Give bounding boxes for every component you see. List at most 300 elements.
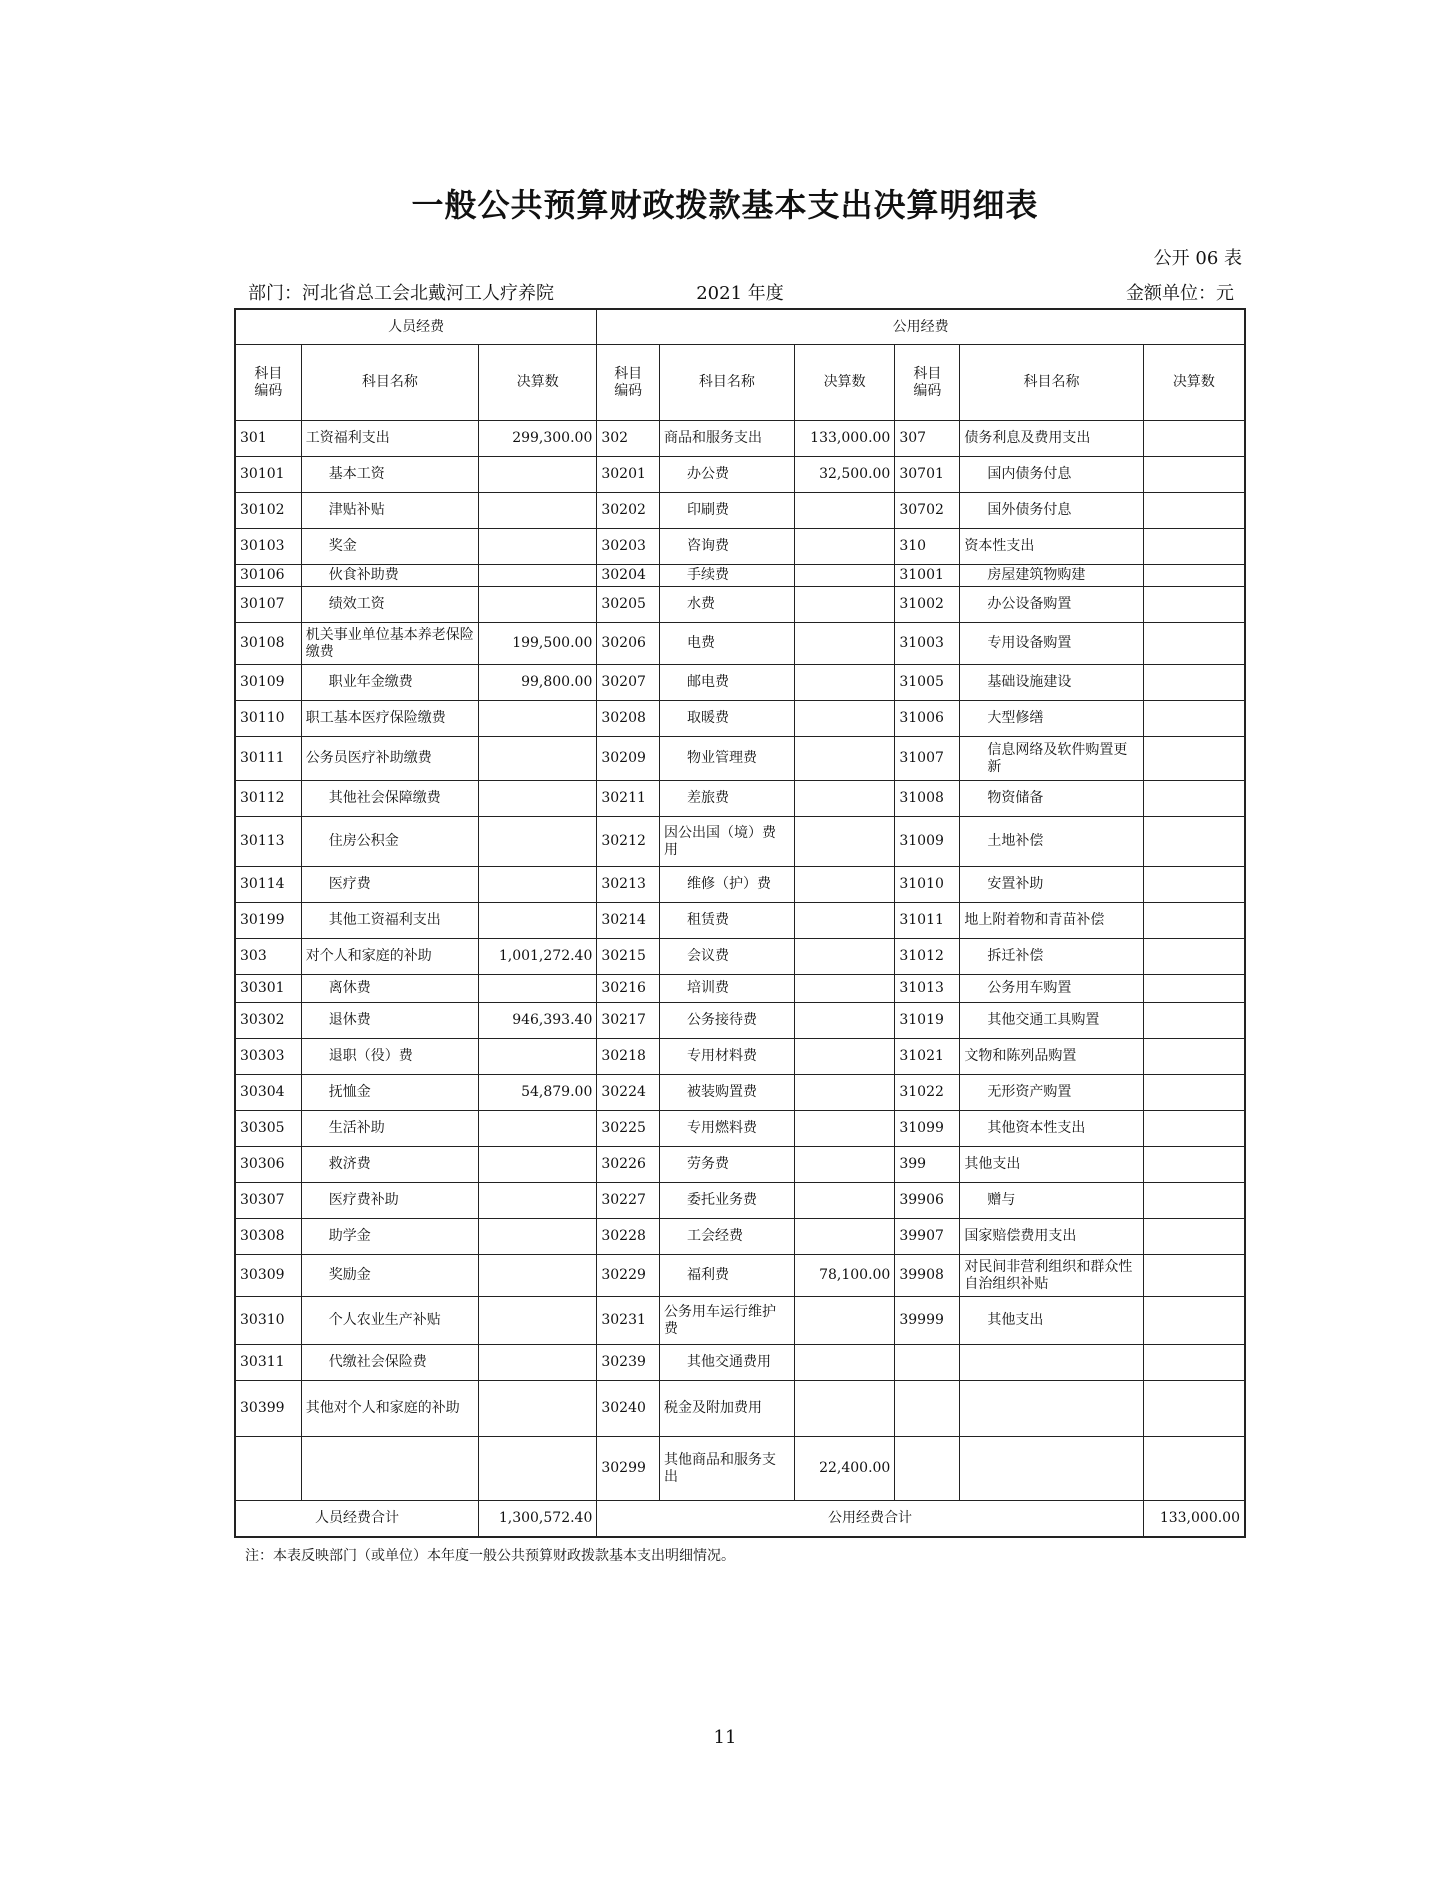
amount-cell: 22,400.00 bbox=[794, 1437, 895, 1501]
amount-cell bbox=[1143, 1111, 1245, 1147]
code-cell: 31008 bbox=[895, 781, 960, 817]
name-cell: 邮电费 bbox=[660, 665, 795, 701]
amount-cell bbox=[479, 903, 597, 939]
table-row bbox=[235, 457, 1245, 493]
name-cell: 资本性支出 bbox=[960, 529, 1143, 565]
name-cell: 取暖费 bbox=[660, 701, 795, 737]
name-cell: 地上附着物和青苗补偿 bbox=[960, 903, 1143, 939]
amount-cell bbox=[794, 1219, 895, 1255]
code-cell: 30203 bbox=[597, 529, 660, 565]
table-row bbox=[235, 1147, 1245, 1183]
expenditure-table bbox=[234, 308, 1246, 1538]
amount-cell bbox=[794, 701, 895, 737]
amount-cell bbox=[1143, 1003, 1245, 1039]
amount-cell bbox=[479, 1039, 597, 1075]
amount-cell: 99,800.00 bbox=[479, 665, 597, 701]
name-cell: 国家赔偿费用支出 bbox=[960, 1219, 1143, 1255]
amount-cell bbox=[1143, 737, 1245, 781]
amount-cell bbox=[794, 1345, 895, 1381]
name-cell: 安置补助 bbox=[960, 867, 1143, 903]
amount-cell bbox=[479, 1345, 597, 1381]
personnel-total-label: 人员经费合计 bbox=[235, 1501, 479, 1538]
table-row bbox=[235, 1003, 1245, 1039]
amount-cell bbox=[1143, 701, 1245, 737]
name-cell: 其他交通费用 bbox=[660, 1345, 795, 1381]
name-cell: 拆迁补偿 bbox=[960, 939, 1143, 975]
amount-cell bbox=[794, 1147, 895, 1183]
amount-cell: 133,000.00 bbox=[794, 421, 895, 457]
name-cell: 水费 bbox=[660, 587, 795, 623]
name-cell: 退职（役）费 bbox=[301, 1039, 478, 1075]
name-cell: 其他资本性支出 bbox=[960, 1111, 1143, 1147]
name-cell: 土地补偿 bbox=[960, 817, 1143, 867]
amount-cell bbox=[1143, 623, 1245, 665]
name-cell bbox=[301, 1437, 478, 1501]
name-cell: 委托业务费 bbox=[660, 1183, 795, 1219]
name-header: 科目名称 bbox=[301, 345, 478, 421]
amount-cell: 199,500.00 bbox=[479, 623, 597, 665]
name-cell: 职工基本医疗保险缴费 bbox=[301, 701, 478, 737]
name-cell: 债务利息及费用支出 bbox=[960, 421, 1143, 457]
code-cell: 310 bbox=[895, 529, 960, 565]
code-cell: 30305 bbox=[235, 1111, 301, 1147]
code-cell: 30309 bbox=[235, 1255, 301, 1297]
amount-cell bbox=[479, 1381, 597, 1437]
amount-cell: 1,001,272.40 bbox=[479, 939, 597, 975]
code-cell: 30204 bbox=[597, 565, 660, 587]
amount-cell bbox=[1143, 1381, 1245, 1437]
amount-cell bbox=[479, 701, 597, 737]
name-cell: 其他工资福利支出 bbox=[301, 903, 478, 939]
code-cell: 30231 bbox=[597, 1297, 660, 1345]
name-cell: 专用材料费 bbox=[660, 1039, 795, 1075]
name-header: 科目名称 bbox=[960, 345, 1143, 421]
code-cell: 30114 bbox=[235, 867, 301, 903]
amount-cell bbox=[479, 1437, 597, 1501]
code-cell: 30112 bbox=[235, 781, 301, 817]
footnote: 注：本表反映部门（或单位）本年度一般公共预算财政拨款基本支出明细情况。 bbox=[245, 1548, 735, 1564]
amount-cell bbox=[1143, 781, 1245, 817]
name-cell: 医疗费 bbox=[301, 867, 478, 903]
code-cell: 30301 bbox=[235, 975, 301, 1003]
name-cell: 公务用车运行维护费 bbox=[660, 1297, 795, 1345]
code-cell: 30308 bbox=[235, 1219, 301, 1255]
table-row bbox=[235, 1437, 1245, 1501]
table-row bbox=[235, 1219, 1245, 1255]
name-cell: 生活补助 bbox=[301, 1111, 478, 1147]
code-cell: 31021 bbox=[895, 1039, 960, 1075]
amount-cell bbox=[1143, 939, 1245, 975]
name-cell: 奖金 bbox=[301, 529, 478, 565]
name-cell: 抚恤金 bbox=[301, 1075, 478, 1111]
name-cell: 公务员医疗补助缴费 bbox=[301, 737, 478, 781]
amount-cell bbox=[794, 1111, 895, 1147]
personnel-group-header: 人员经费 bbox=[235, 309, 597, 345]
code-cell bbox=[895, 1437, 960, 1501]
code-cell: 31012 bbox=[895, 939, 960, 975]
name-cell: 救济费 bbox=[301, 1147, 478, 1183]
table-row bbox=[235, 1111, 1245, 1147]
amount-cell bbox=[479, 867, 597, 903]
name-cell: 机关事业单位基本养老保险缴费 bbox=[301, 623, 478, 665]
amount-cell bbox=[1143, 1297, 1245, 1345]
name-cell: 手续费 bbox=[660, 565, 795, 587]
code-cell: 30224 bbox=[597, 1075, 660, 1111]
public-total-value: 133,000.00 bbox=[1143, 1501, 1245, 1538]
amount-header: 决算数 bbox=[1143, 345, 1245, 421]
amount-cell: 946,393.40 bbox=[479, 1003, 597, 1039]
code-cell: 30239 bbox=[597, 1345, 660, 1381]
amount-cell bbox=[794, 817, 895, 867]
name-cell: 其他社会保障缴费 bbox=[301, 781, 478, 817]
name-cell: 维修（护）费 bbox=[660, 867, 795, 903]
code-cell: 30306 bbox=[235, 1147, 301, 1183]
table-row bbox=[235, 737, 1245, 781]
name-cell: 个人农业生产补贴 bbox=[301, 1297, 478, 1345]
code-cell: 30218 bbox=[597, 1039, 660, 1075]
amount-cell bbox=[479, 529, 597, 565]
code-cell: 30225 bbox=[597, 1111, 660, 1147]
name-cell: 商品和服务支出 bbox=[660, 421, 795, 457]
code-cell: 30217 bbox=[597, 1003, 660, 1039]
name-cell: 伙食补助费 bbox=[301, 565, 478, 587]
amount-cell bbox=[479, 1297, 597, 1345]
code-cell: 30214 bbox=[597, 903, 660, 939]
table-row bbox=[235, 1381, 1245, 1437]
amount-cell bbox=[479, 781, 597, 817]
amount-cell bbox=[1143, 1039, 1245, 1075]
name-cell: 绩效工资 bbox=[301, 587, 478, 623]
name-cell: 被装购置费 bbox=[660, 1075, 795, 1111]
code-cell: 31005 bbox=[895, 665, 960, 701]
amount-cell bbox=[479, 1219, 597, 1255]
name-header: 科目名称 bbox=[660, 345, 795, 421]
code-cell: 30113 bbox=[235, 817, 301, 867]
code-header: 科目 编码 bbox=[235, 345, 301, 421]
amount-cell bbox=[794, 1297, 895, 1345]
amount-cell bbox=[479, 457, 597, 493]
code-cell: 30202 bbox=[597, 493, 660, 529]
name-cell: 税金及附加费用 bbox=[660, 1381, 795, 1437]
name-cell: 基本工资 bbox=[301, 457, 478, 493]
code-cell: 31010 bbox=[895, 867, 960, 903]
code-cell: 30304 bbox=[235, 1075, 301, 1111]
amount-cell bbox=[1143, 1183, 1245, 1219]
code-cell: 39999 bbox=[895, 1297, 960, 1345]
code-cell: 30106 bbox=[235, 565, 301, 587]
table-row bbox=[235, 701, 1245, 737]
code-cell: 302 bbox=[597, 421, 660, 457]
code-cell bbox=[895, 1381, 960, 1437]
code-cell: 301 bbox=[235, 421, 301, 457]
amount-cell: 78,100.00 bbox=[794, 1255, 895, 1297]
table-row bbox=[235, 867, 1245, 903]
name-cell: 其他交通工具购置 bbox=[960, 1003, 1143, 1039]
name-cell: 大型修缮 bbox=[960, 701, 1143, 737]
amount-cell bbox=[794, 1381, 895, 1437]
amount-cell bbox=[1143, 1075, 1245, 1111]
name-cell: 住房公积金 bbox=[301, 817, 478, 867]
code-cell: 30213 bbox=[597, 867, 660, 903]
year-label: 2021 年度 bbox=[696, 283, 784, 304]
name-cell: 工资福利支出 bbox=[301, 421, 478, 457]
amount-cell bbox=[1143, 1147, 1245, 1183]
amount-cell bbox=[479, 1111, 597, 1147]
amount-cell bbox=[794, 867, 895, 903]
amount-cell bbox=[479, 587, 597, 623]
table-row bbox=[235, 781, 1245, 817]
amount-header: 决算数 bbox=[794, 345, 895, 421]
code-cell: 399 bbox=[895, 1147, 960, 1183]
name-cell: 印刷费 bbox=[660, 493, 795, 529]
amount-cell bbox=[1143, 975, 1245, 1003]
amount-cell bbox=[479, 1255, 597, 1297]
amount-cell bbox=[794, 565, 895, 587]
name-cell: 咨询费 bbox=[660, 529, 795, 565]
code-cell: 30109 bbox=[235, 665, 301, 701]
code-cell: 31002 bbox=[895, 587, 960, 623]
code-cell: 30208 bbox=[597, 701, 660, 737]
name-cell: 会议费 bbox=[660, 939, 795, 975]
amount-cell bbox=[479, 493, 597, 529]
page-title: 一般公共预算财政拨款基本支出决算明细表 bbox=[411, 186, 1039, 224]
amount-cell bbox=[1143, 817, 1245, 867]
amount-cell bbox=[794, 529, 895, 565]
code-cell: 30212 bbox=[597, 817, 660, 867]
amount-cell bbox=[1143, 1219, 1245, 1255]
code-cell: 30228 bbox=[597, 1219, 660, 1255]
code-cell: 31011 bbox=[895, 903, 960, 939]
code-cell: 31019 bbox=[895, 1003, 960, 1039]
code-cell: 30240 bbox=[597, 1381, 660, 1437]
amount-cell bbox=[794, 1183, 895, 1219]
name-cell: 其他支出 bbox=[960, 1297, 1143, 1345]
table-row bbox=[235, 1255, 1245, 1297]
amount-cell bbox=[794, 781, 895, 817]
code-cell: 31003 bbox=[895, 623, 960, 665]
code-cell: 30205 bbox=[597, 587, 660, 623]
amount-cell bbox=[794, 737, 895, 781]
amount-cell bbox=[794, 1039, 895, 1075]
table-row bbox=[235, 493, 1245, 529]
amount-cell bbox=[479, 1183, 597, 1219]
name-cell bbox=[960, 1381, 1143, 1437]
code-cell: 31001 bbox=[895, 565, 960, 587]
code-cell: 31007 bbox=[895, 737, 960, 781]
code-cell: 30111 bbox=[235, 737, 301, 781]
total-row bbox=[235, 1501, 1245, 1538]
name-cell: 奖励金 bbox=[301, 1255, 478, 1297]
code-cell: 31006 bbox=[895, 701, 960, 737]
table-row bbox=[235, 1075, 1245, 1111]
name-cell: 房屋建筑物购建 bbox=[960, 565, 1143, 587]
name-cell: 办公费 bbox=[660, 457, 795, 493]
table-row bbox=[235, 665, 1245, 701]
code-cell: 30227 bbox=[597, 1183, 660, 1219]
name-cell: 医疗费补助 bbox=[301, 1183, 478, 1219]
name-cell: 物业管理费 bbox=[660, 737, 795, 781]
code-cell: 31013 bbox=[895, 975, 960, 1003]
name-cell: 其他对个人和家庭的补助 bbox=[301, 1381, 478, 1437]
name-cell: 福利费 bbox=[660, 1255, 795, 1297]
name-cell: 对民间非营利组织和群众性自治组织补贴 bbox=[960, 1255, 1143, 1297]
unit-label: 金额单位：元 bbox=[1126, 283, 1234, 304]
code-cell bbox=[235, 1437, 301, 1501]
amount-cell bbox=[1143, 457, 1245, 493]
code-cell: 30102 bbox=[235, 493, 301, 529]
code-cell: 30307 bbox=[235, 1183, 301, 1219]
name-cell: 专用燃料费 bbox=[660, 1111, 795, 1147]
table-row bbox=[235, 565, 1245, 587]
table-row bbox=[235, 529, 1245, 565]
name-cell: 国内债务付息 bbox=[960, 457, 1143, 493]
code-cell: 30302 bbox=[235, 1003, 301, 1039]
code-cell: 30299 bbox=[597, 1437, 660, 1501]
code-cell: 30229 bbox=[597, 1255, 660, 1297]
table-row bbox=[235, 903, 1245, 939]
code-cell: 30199 bbox=[235, 903, 301, 939]
code-cell: 30110 bbox=[235, 701, 301, 737]
code-cell: 30101 bbox=[235, 457, 301, 493]
code-cell: 30399 bbox=[235, 1381, 301, 1437]
amount-cell: 299,300.00 bbox=[479, 421, 597, 457]
code-cell: 30215 bbox=[597, 939, 660, 975]
name-cell: 代缴社会保险费 bbox=[301, 1345, 478, 1381]
amount-cell bbox=[1143, 1345, 1245, 1381]
name-cell: 赠与 bbox=[960, 1183, 1143, 1219]
amount-cell bbox=[1143, 421, 1245, 457]
form-number: 公开 06 表 bbox=[1153, 248, 1242, 269]
amount-cell bbox=[794, 587, 895, 623]
name-cell: 电费 bbox=[660, 623, 795, 665]
amount-cell bbox=[479, 565, 597, 587]
name-cell: 国外债务付息 bbox=[960, 493, 1143, 529]
name-cell: 因公出国（境）费用 bbox=[660, 817, 795, 867]
amount-cell bbox=[479, 737, 597, 781]
amount-cell bbox=[1143, 587, 1245, 623]
code-cell: 30207 bbox=[597, 665, 660, 701]
name-cell: 办公设备购置 bbox=[960, 587, 1143, 623]
table-meta bbox=[234, 279, 1246, 305]
amount-cell bbox=[794, 493, 895, 529]
amount-cell bbox=[479, 817, 597, 867]
amount-cell bbox=[794, 1075, 895, 1111]
name-cell bbox=[960, 1345, 1143, 1381]
table-row bbox=[235, 1183, 1245, 1219]
table-row bbox=[235, 1039, 1245, 1075]
code-cell: 30226 bbox=[597, 1147, 660, 1183]
name-cell: 工会经费 bbox=[660, 1219, 795, 1255]
name-cell: 物资储备 bbox=[960, 781, 1143, 817]
code-cell: 30209 bbox=[597, 737, 660, 781]
amount-cell bbox=[479, 975, 597, 1003]
amount-cell bbox=[1143, 665, 1245, 701]
code-cell: 31022 bbox=[895, 1075, 960, 1111]
amount-cell bbox=[479, 1147, 597, 1183]
table-body bbox=[235, 421, 1245, 1501]
amount-cell bbox=[794, 665, 895, 701]
department-label: 部门：河北省总工会北戴河工人疗养院 bbox=[248, 283, 554, 304]
code-cell bbox=[895, 1345, 960, 1381]
name-cell: 信息网络及软件购置更新 bbox=[960, 737, 1143, 781]
code-cell: 30701 bbox=[895, 457, 960, 493]
public-group-header: 公用经费 bbox=[597, 309, 1245, 345]
code-cell: 30702 bbox=[895, 493, 960, 529]
table-row bbox=[235, 817, 1245, 867]
table-row bbox=[235, 421, 1245, 457]
amount-cell bbox=[794, 623, 895, 665]
amount-cell bbox=[794, 1003, 895, 1039]
amount-cell bbox=[1143, 493, 1245, 529]
code-cell: 39907 bbox=[895, 1219, 960, 1255]
code-cell: 31099 bbox=[895, 1111, 960, 1147]
page-number: 11 bbox=[713, 1727, 737, 1748]
name-cell: 劳务费 bbox=[660, 1147, 795, 1183]
code-cell: 30206 bbox=[597, 623, 660, 665]
name-cell: 文物和陈列品购置 bbox=[960, 1039, 1143, 1075]
public-total-label: 公用经费合计 bbox=[597, 1501, 1143, 1538]
name-cell: 助学金 bbox=[301, 1219, 478, 1255]
amount-cell bbox=[1143, 1255, 1245, 1297]
table-row bbox=[235, 1297, 1245, 1345]
code-cell: 30108 bbox=[235, 623, 301, 665]
name-cell: 培训费 bbox=[660, 975, 795, 1003]
code-cell: 30216 bbox=[597, 975, 660, 1003]
name-cell: 差旅费 bbox=[660, 781, 795, 817]
code-cell: 30107 bbox=[235, 587, 301, 623]
code-cell: 307 bbox=[895, 421, 960, 457]
code-cell: 30310 bbox=[235, 1297, 301, 1345]
name-cell: 公务用车购置 bbox=[960, 975, 1143, 1003]
name-cell: 公务接待费 bbox=[660, 1003, 795, 1039]
code-cell: 30211 bbox=[597, 781, 660, 817]
table-row bbox=[235, 1345, 1245, 1381]
amount-cell bbox=[1143, 1437, 1245, 1501]
name-cell: 退休费 bbox=[301, 1003, 478, 1039]
code-cell: 30201 bbox=[597, 457, 660, 493]
name-cell: 其他商品和服务支出 bbox=[660, 1437, 795, 1501]
code-cell: 39908 bbox=[895, 1255, 960, 1297]
amount-header: 决算数 bbox=[479, 345, 597, 421]
code-header: 科目 编码 bbox=[597, 345, 660, 421]
amount-cell bbox=[1143, 565, 1245, 587]
table-row bbox=[235, 587, 1245, 623]
amount-cell bbox=[1143, 529, 1245, 565]
table-row bbox=[235, 623, 1245, 665]
code-cell: 30303 bbox=[235, 1039, 301, 1075]
code-cell: 39906 bbox=[895, 1183, 960, 1219]
name-cell: 租赁费 bbox=[660, 903, 795, 939]
code-cell: 31009 bbox=[895, 817, 960, 867]
code-cell: 30311 bbox=[235, 1345, 301, 1381]
personnel-total-value: 1,300,572.40 bbox=[479, 1501, 597, 1538]
amount-cell bbox=[1143, 903, 1245, 939]
code-header: 科目 编码 bbox=[895, 345, 960, 421]
table-row bbox=[235, 975, 1245, 1003]
amount-cell bbox=[794, 939, 895, 975]
amount-cell: 54,879.00 bbox=[479, 1075, 597, 1111]
name-cell: 基础设施建设 bbox=[960, 665, 1143, 701]
amount-cell bbox=[794, 975, 895, 1003]
name-cell bbox=[960, 1437, 1143, 1501]
amount-cell bbox=[794, 903, 895, 939]
name-cell: 其他支出 bbox=[960, 1147, 1143, 1183]
name-cell: 津贴补贴 bbox=[301, 493, 478, 529]
code-cell: 30103 bbox=[235, 529, 301, 565]
code-cell: 303 bbox=[235, 939, 301, 975]
name-cell: 专用设备购置 bbox=[960, 623, 1143, 665]
amount-cell: 32,500.00 bbox=[794, 457, 895, 493]
